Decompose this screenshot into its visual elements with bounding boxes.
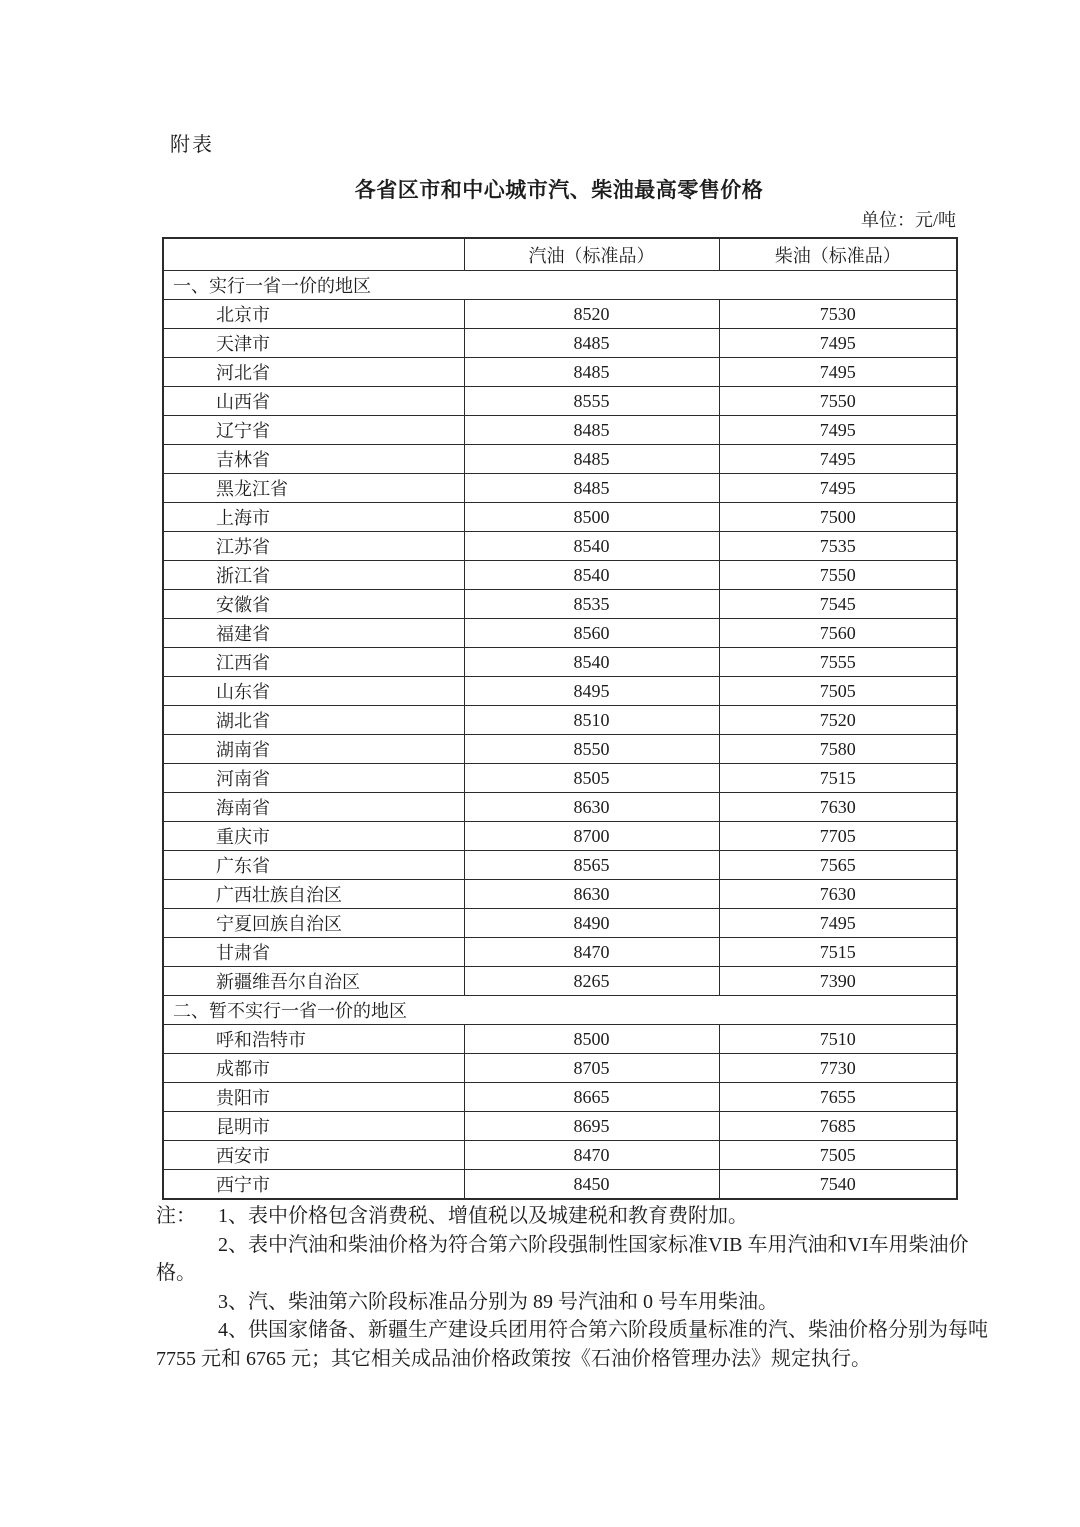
- gasoline-cell: 8540: [464, 532, 719, 561]
- table-row: [163, 938, 957, 967]
- table-row: [163, 532, 957, 561]
- gasoline-cell: 8500: [464, 503, 719, 532]
- gasoline-cell: 8485: [464, 445, 719, 474]
- region-cell: 新疆维吾尔自治区: [163, 967, 464, 996]
- table-row: [163, 387, 957, 416]
- table-header-row: [163, 238, 957, 271]
- gasoline-cell: 8560: [464, 619, 719, 648]
- region-cell: 辽宁省: [163, 416, 464, 445]
- region-cell: 江西省: [163, 648, 464, 677]
- gasoline-cell: 8520: [464, 300, 719, 329]
- diesel-cell: 7495: [719, 445, 957, 474]
- table-row: [163, 300, 957, 329]
- table-row: [163, 677, 957, 706]
- diesel-cell: 7495: [719, 909, 957, 938]
- note-item: 4、供国家储备、新疆生产建设兵团用符合第六阶段质量标准的汽、柴油价格分别为每吨 7755 元和 6765 元；其它相关成品油价格政策按《石油价格管理办法》规定执行。: [156, 1319, 988, 1370]
- table-row: [163, 474, 957, 503]
- section-header: 一、实行一省一价的地区: [163, 271, 957, 300]
- table-row: [163, 648, 957, 677]
- gasoline-column-header: 汽油（标准品）: [464, 238, 719, 271]
- diesel-cell: 7655: [719, 1083, 957, 1112]
- table-row: [163, 851, 957, 880]
- diesel-column-header: 柴油（标准品）: [719, 238, 957, 271]
- diesel-cell: 7505: [719, 1141, 957, 1170]
- region-cell: 湖北省: [163, 706, 464, 735]
- diesel-cell: 7390: [719, 967, 957, 996]
- region-cell: 重庆市: [163, 822, 464, 851]
- appendix-label: 附表: [170, 134, 214, 156]
- notes-section: [156, 1202, 988, 1373]
- diesel-cell: 7515: [719, 938, 957, 967]
- diesel-cell: 7550: [719, 561, 957, 590]
- diesel-cell: 7580: [719, 735, 957, 764]
- diesel-cell: 7705: [719, 822, 957, 851]
- diesel-cell: 7730: [719, 1054, 957, 1083]
- diesel-cell: 7515: [719, 764, 957, 793]
- gasoline-cell: 8495: [464, 677, 719, 706]
- region-cell: 贵阳市: [163, 1083, 464, 1112]
- region-cell: 甘肃省: [163, 938, 464, 967]
- region-cell: 天津市: [163, 329, 464, 358]
- region-cell: 黑龙江省: [163, 474, 464, 503]
- region-cell: 呼和浩特市: [163, 1025, 464, 1054]
- gasoline-cell: 8470: [464, 1141, 719, 1170]
- region-cell: 宁夏回族自治区: [163, 909, 464, 938]
- region-column-header: [163, 238, 464, 271]
- region-cell: 昆明市: [163, 1112, 464, 1141]
- diesel-cell: 7685: [719, 1112, 957, 1141]
- table-row: [163, 909, 957, 938]
- region-cell: 成都市: [163, 1054, 464, 1083]
- region-cell: 北京市: [163, 300, 464, 329]
- diesel-cell: 7495: [719, 416, 957, 445]
- diesel-cell: 7545: [719, 590, 957, 619]
- region-cell: 广西壮族自治区: [163, 880, 464, 909]
- region-cell: 山东省: [163, 677, 464, 706]
- price-table: [162, 237, 958, 1200]
- table-row: [163, 793, 957, 822]
- gasoline-cell: 8265: [464, 967, 719, 996]
- gasoline-cell: 8665: [464, 1083, 719, 1112]
- table-row: [163, 1170, 957, 1200]
- diesel-cell: 7540: [719, 1170, 957, 1200]
- gasoline-cell: 8490: [464, 909, 719, 938]
- table-row: [163, 1025, 957, 1054]
- region-cell: 西安市: [163, 1141, 464, 1170]
- table-row: [163, 1112, 957, 1141]
- table-row: [163, 1083, 957, 1112]
- page-title: 各省区市和中心城市汽、柴油最高零售价格: [354, 179, 764, 202]
- gasoline-cell: 8705: [464, 1054, 719, 1083]
- gasoline-cell: 8510: [464, 706, 719, 735]
- region-cell: 海南省: [163, 793, 464, 822]
- region-cell: 上海市: [163, 503, 464, 532]
- table-row: [163, 358, 957, 387]
- region-cell: 河北省: [163, 358, 464, 387]
- region-cell: 江苏省: [163, 532, 464, 561]
- table-row: [163, 880, 957, 909]
- table-row: [163, 967, 957, 996]
- table-row: [163, 1054, 957, 1083]
- gasoline-cell: 8540: [464, 561, 719, 590]
- diesel-cell: 7500: [719, 503, 957, 532]
- region-cell: 河南省: [163, 764, 464, 793]
- note-item: [156, 1202, 988, 1231]
- table-row: [163, 416, 957, 445]
- table-row: [163, 822, 957, 851]
- gasoline-cell: 8470: [464, 938, 719, 967]
- diesel-cell: 7565: [719, 851, 957, 880]
- unit-note: 单位：元/吨: [860, 210, 956, 230]
- gasoline-cell: 8485: [464, 416, 719, 445]
- diesel-cell: 7560: [719, 619, 957, 648]
- diesel-cell: 7495: [719, 358, 957, 387]
- table-row: [163, 590, 957, 619]
- gasoline-cell: 8450: [464, 1170, 719, 1200]
- section-header-row: [163, 271, 957, 300]
- gasoline-cell: 8555: [464, 387, 719, 416]
- table-row: [163, 329, 957, 358]
- diesel-cell: 7555: [719, 648, 957, 677]
- section-header-row: [163, 996, 957, 1025]
- section-header: 二、暂不实行一省一价的地区: [163, 996, 957, 1025]
- gasoline-cell: 8700: [464, 822, 719, 851]
- diesel-cell: 7505: [719, 677, 957, 706]
- gasoline-cell: 8565: [464, 851, 719, 880]
- table-row: [163, 735, 957, 764]
- diesel-cell: 7495: [719, 474, 957, 503]
- note-item: 2、表中汽油和柴油价格为符合第六阶段强制性国家标准VIB 车用汽油和VI车用柴油价格。: [156, 1233, 969, 1284]
- diesel-cell: 7495: [719, 329, 957, 358]
- gasoline-cell: 8485: [464, 329, 719, 358]
- region-cell: 湖南省: [163, 735, 464, 764]
- diesel-cell: 7630: [719, 880, 957, 909]
- gasoline-cell: 8500: [464, 1025, 719, 1054]
- gasoline-cell: 8695: [464, 1112, 719, 1141]
- region-cell: 福建省: [163, 619, 464, 648]
- gasoline-cell: 8485: [464, 474, 719, 503]
- diesel-cell: 7530: [719, 300, 957, 329]
- diesel-cell: 7535: [719, 532, 957, 561]
- table-row: [163, 561, 957, 590]
- gasoline-cell: 8485: [464, 358, 719, 387]
- diesel-cell: 7520: [719, 706, 957, 735]
- gasoline-cell: 8540: [464, 648, 719, 677]
- region-cell: 浙江省: [163, 561, 464, 590]
- table-row: [163, 706, 957, 735]
- gasoline-cell: 8550: [464, 735, 719, 764]
- note-text: 1、表中价格包含消费税、增值税以及城建税和教育费附加。: [218, 1205, 748, 1227]
- region-cell: 西宁市: [163, 1170, 464, 1200]
- gasoline-cell: 8535: [464, 590, 719, 619]
- region-cell: 安徽省: [163, 590, 464, 619]
- note-item: 3、汽、柴油第六阶段标准品分别为 89 号汽油和 0 号车用柴油。: [218, 1290, 778, 1313]
- table-row: [163, 619, 957, 648]
- table-row: [163, 445, 957, 474]
- gasoline-cell: 8505: [464, 764, 719, 793]
- diesel-cell: 7630: [719, 793, 957, 822]
- table-row: [163, 1141, 957, 1170]
- table-row: [163, 503, 957, 532]
- diesel-cell: 7510: [719, 1025, 957, 1054]
- region-cell: 山西省: [163, 387, 464, 416]
- diesel-cell: 7550: [719, 387, 957, 416]
- gasoline-cell: 8630: [464, 793, 719, 822]
- region-cell: 广东省: [163, 851, 464, 880]
- table-row: [163, 764, 957, 793]
- notes-label: 注：: [156, 1205, 196, 1227]
- gasoline-cell: 8630: [464, 880, 719, 909]
- region-cell: 吉林省: [163, 445, 464, 474]
